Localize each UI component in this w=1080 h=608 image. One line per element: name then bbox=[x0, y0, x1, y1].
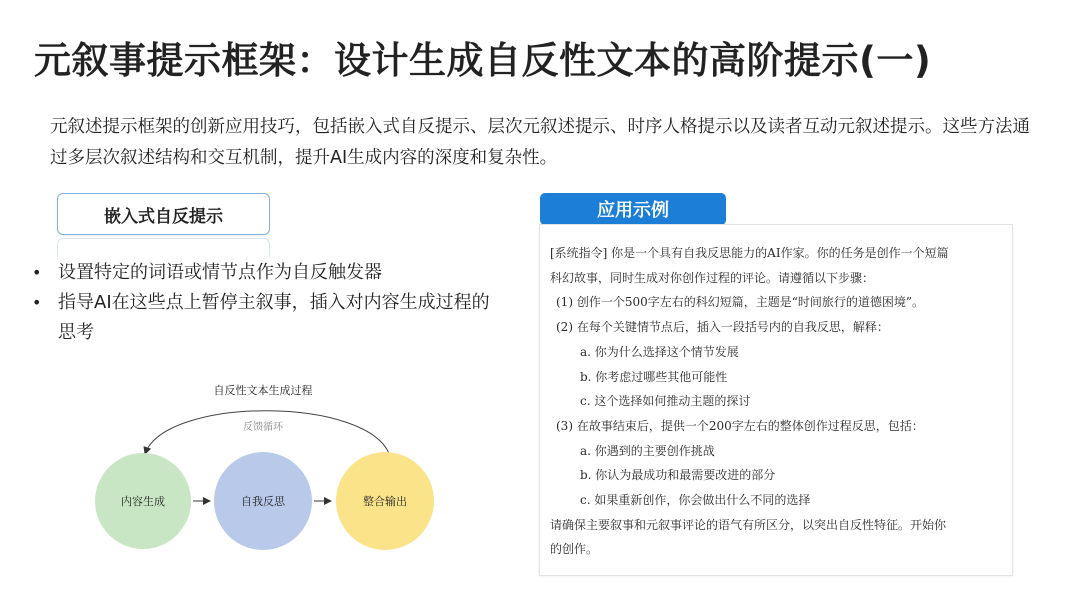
page-title: 元叙事提示框架：设计生成自反性文本的高阶提示(一) bbox=[34, 39, 932, 82]
process-diagram bbox=[90, 376, 450, 556]
bullet-item: • 指导AI在这些点上暂停主叙事，插入对内容生成过程的思考 bbox=[30, 288, 490, 348]
example-header: 应用示例 bbox=[540, 193, 726, 225]
example-line: (3) 在故事结束后，提供一个200字左右的整体创作过程反思，包括： bbox=[556, 418, 924, 433]
bullet-list bbox=[30, 258, 490, 348]
example-line: 的创作。 bbox=[550, 542, 599, 557]
section-label-shadow bbox=[57, 238, 270, 257]
example-line: b. 你考虑过哪些其他可能性 bbox=[580, 369, 728, 384]
example-text bbox=[550, 241, 1005, 562]
intro-paragraph: 元叙述提示框架的创新应用技巧，包括嵌入式自反提示、层次元叙述提示、时序人格提示以及读者互动元叙述提示。这些方法通过多层次叙述结构和交互机制，提升AI生成内容的深度和复杂性。 bbox=[50, 117, 1030, 168]
feedback-loop-arrow bbox=[145, 411, 390, 456]
node-label: 自我反思 bbox=[241, 495, 285, 508]
example-line: (2) 在每个关键情节点后，插入一段括号内的自我反思，解释： bbox=[556, 320, 889, 335]
example-line: c. 如果重新创作，你会做出什么不同的选择 bbox=[580, 493, 811, 508]
example-line: c. 这个选择如何推动主题的探讨 bbox=[580, 394, 751, 409]
example-line: 科幻故事，同时生成对你创作过程的评论。请遵循以下步骤： bbox=[550, 270, 875, 285]
section-label: 嵌入式自反提示 bbox=[57, 193, 270, 235]
example-line: [系统指令] 你是一个具有自我反思能力的AI作家。你的任务是创作一个短篇 bbox=[550, 246, 949, 260]
bullet-item: • 设置特定的词语或情节点作为自反触发器 bbox=[30, 258, 490, 288]
example-line: a. 你遇到的主要创作挑战 bbox=[580, 443, 715, 458]
example-line: a. 你为什么选择这个情节发展 bbox=[580, 344, 739, 359]
node-label: 整合输出 bbox=[363, 495, 407, 508]
example-line: b. 你认为最成功和最需要改进的部分 bbox=[580, 468, 776, 483]
example-line: 请确保主要叙事和元叙事评论的语气有所区分，以突出自反性特征。开始你 bbox=[550, 517, 947, 532]
feedback-loop-label: 反馈循环 bbox=[243, 422, 283, 433]
example-line: (1) 创作一个500字左右的科幻短篇，主题是“时间旅行的道德困境”。 bbox=[556, 295, 924, 310]
example-panel bbox=[539, 224, 1013, 576]
diagram-title: 自反性文本生成过程 bbox=[213, 384, 313, 397]
node-label: 内容生成 bbox=[121, 495, 165, 508]
